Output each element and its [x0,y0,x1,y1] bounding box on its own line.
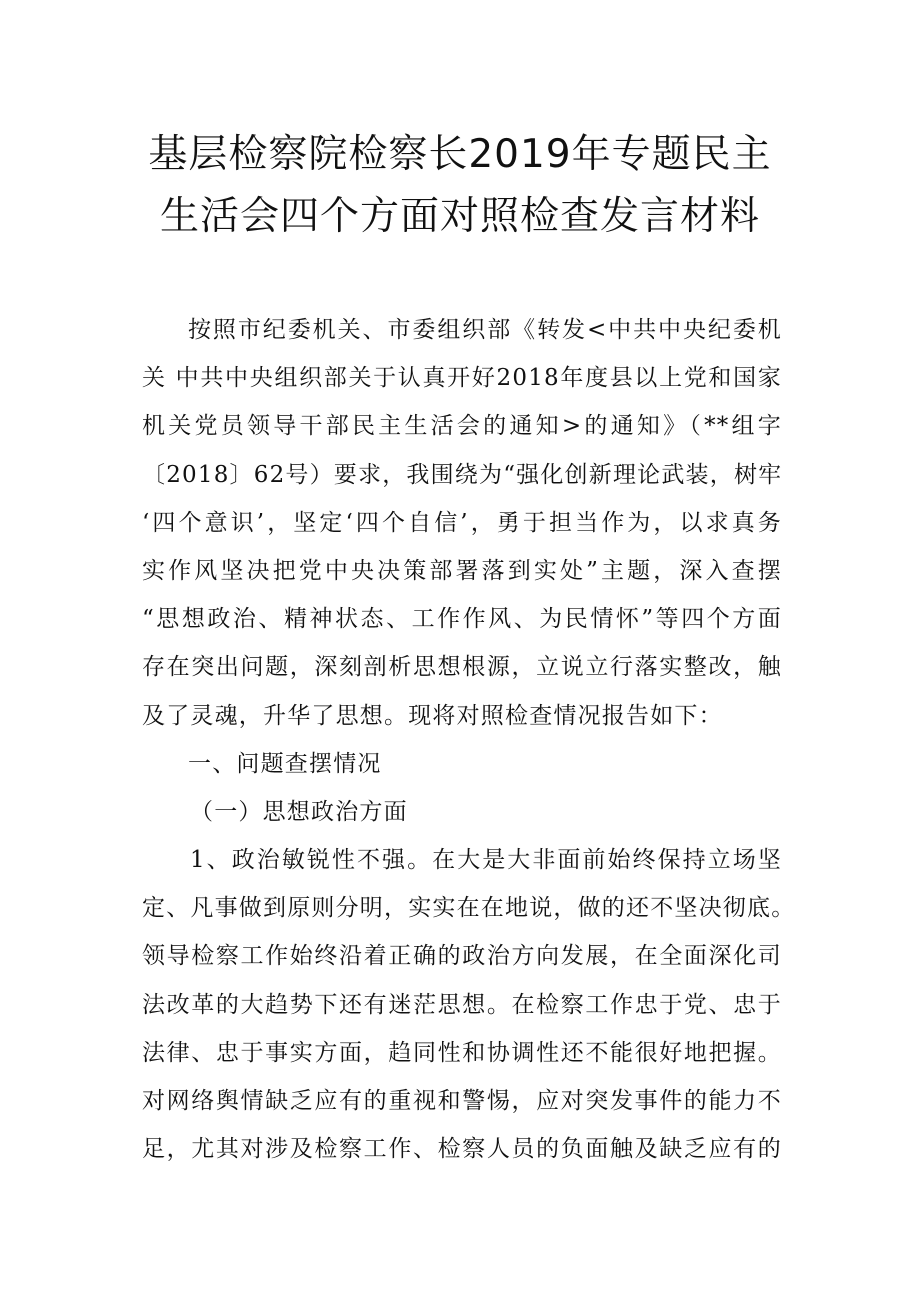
text-line: 实作风坚决把党中央决策部署落到实处”主题，深入查摆 [142,557,782,584]
text-line: 法律、忠于事实方面，趋同性和协调性还不能很好地把握。 [142,1039,782,1066]
title-line-2: 生活会四个方面对照检查发言材料 [159,194,760,239]
text-line: 存在突出问题，深刻剖析思想根源，立说立行落实整改，触 [142,654,782,681]
text-line: 及了灵魂，升华了思想。现将对照检查情况报告如下： [142,702,723,729]
subsection-heading: （一）思想政治方面 [190,798,408,825]
text-line: 〔2018〕62号）要求，我围绕为“强化创新理论武装，树牢 [142,461,783,488]
item-paragraph [142,836,796,1173]
document-body [142,306,796,1173]
section-heading: 一、问题查摆情况 [188,750,382,777]
text-line: 足，尤其对涉及检察工作、检察人员的负面触及缺乏应有的 [142,1136,782,1163]
text-line: “思想政治、精神状态、工作作风、为民情怀”等四个方面 [142,606,782,633]
text-line: 定、凡事做到原则分明，实实在在地说，做的还不坚决彻底。 [142,895,796,922]
document-title [100,124,820,248]
text-line: 对网络舆情缺乏应有的重视和警惕，应对突发事件的能力不 [142,1088,782,1114]
text-line: 1、政治敏锐性不强。在大是大非面前始终保持立场坚 [190,847,782,874]
title-line-1: 基层检察院检察长2019年专题民主 [148,132,772,177]
text-line: 领导检察工作始终沿着正确的政治方向发展，在全面深化司 [142,943,782,970]
text-line: ‘四个意识’，坚定‘四个自信’，勇于担当作为，以求真务 [142,509,782,536]
intro-paragraph [142,306,782,740]
text-line: 机关党员领导干部民主生活会的通知>的通知》（**组字 [142,413,782,440]
text-line: 法改革的大趋势下还有迷茫思想。在检察工作忠于党、忠于 [142,991,782,1018]
text-line: 按照市纪委机关、市委组织部《转发<中共中央纪委机 [188,317,782,343]
text-line: 关 中共中央组织部关于认真开好2018年度县以上党和国家 [142,365,782,392]
